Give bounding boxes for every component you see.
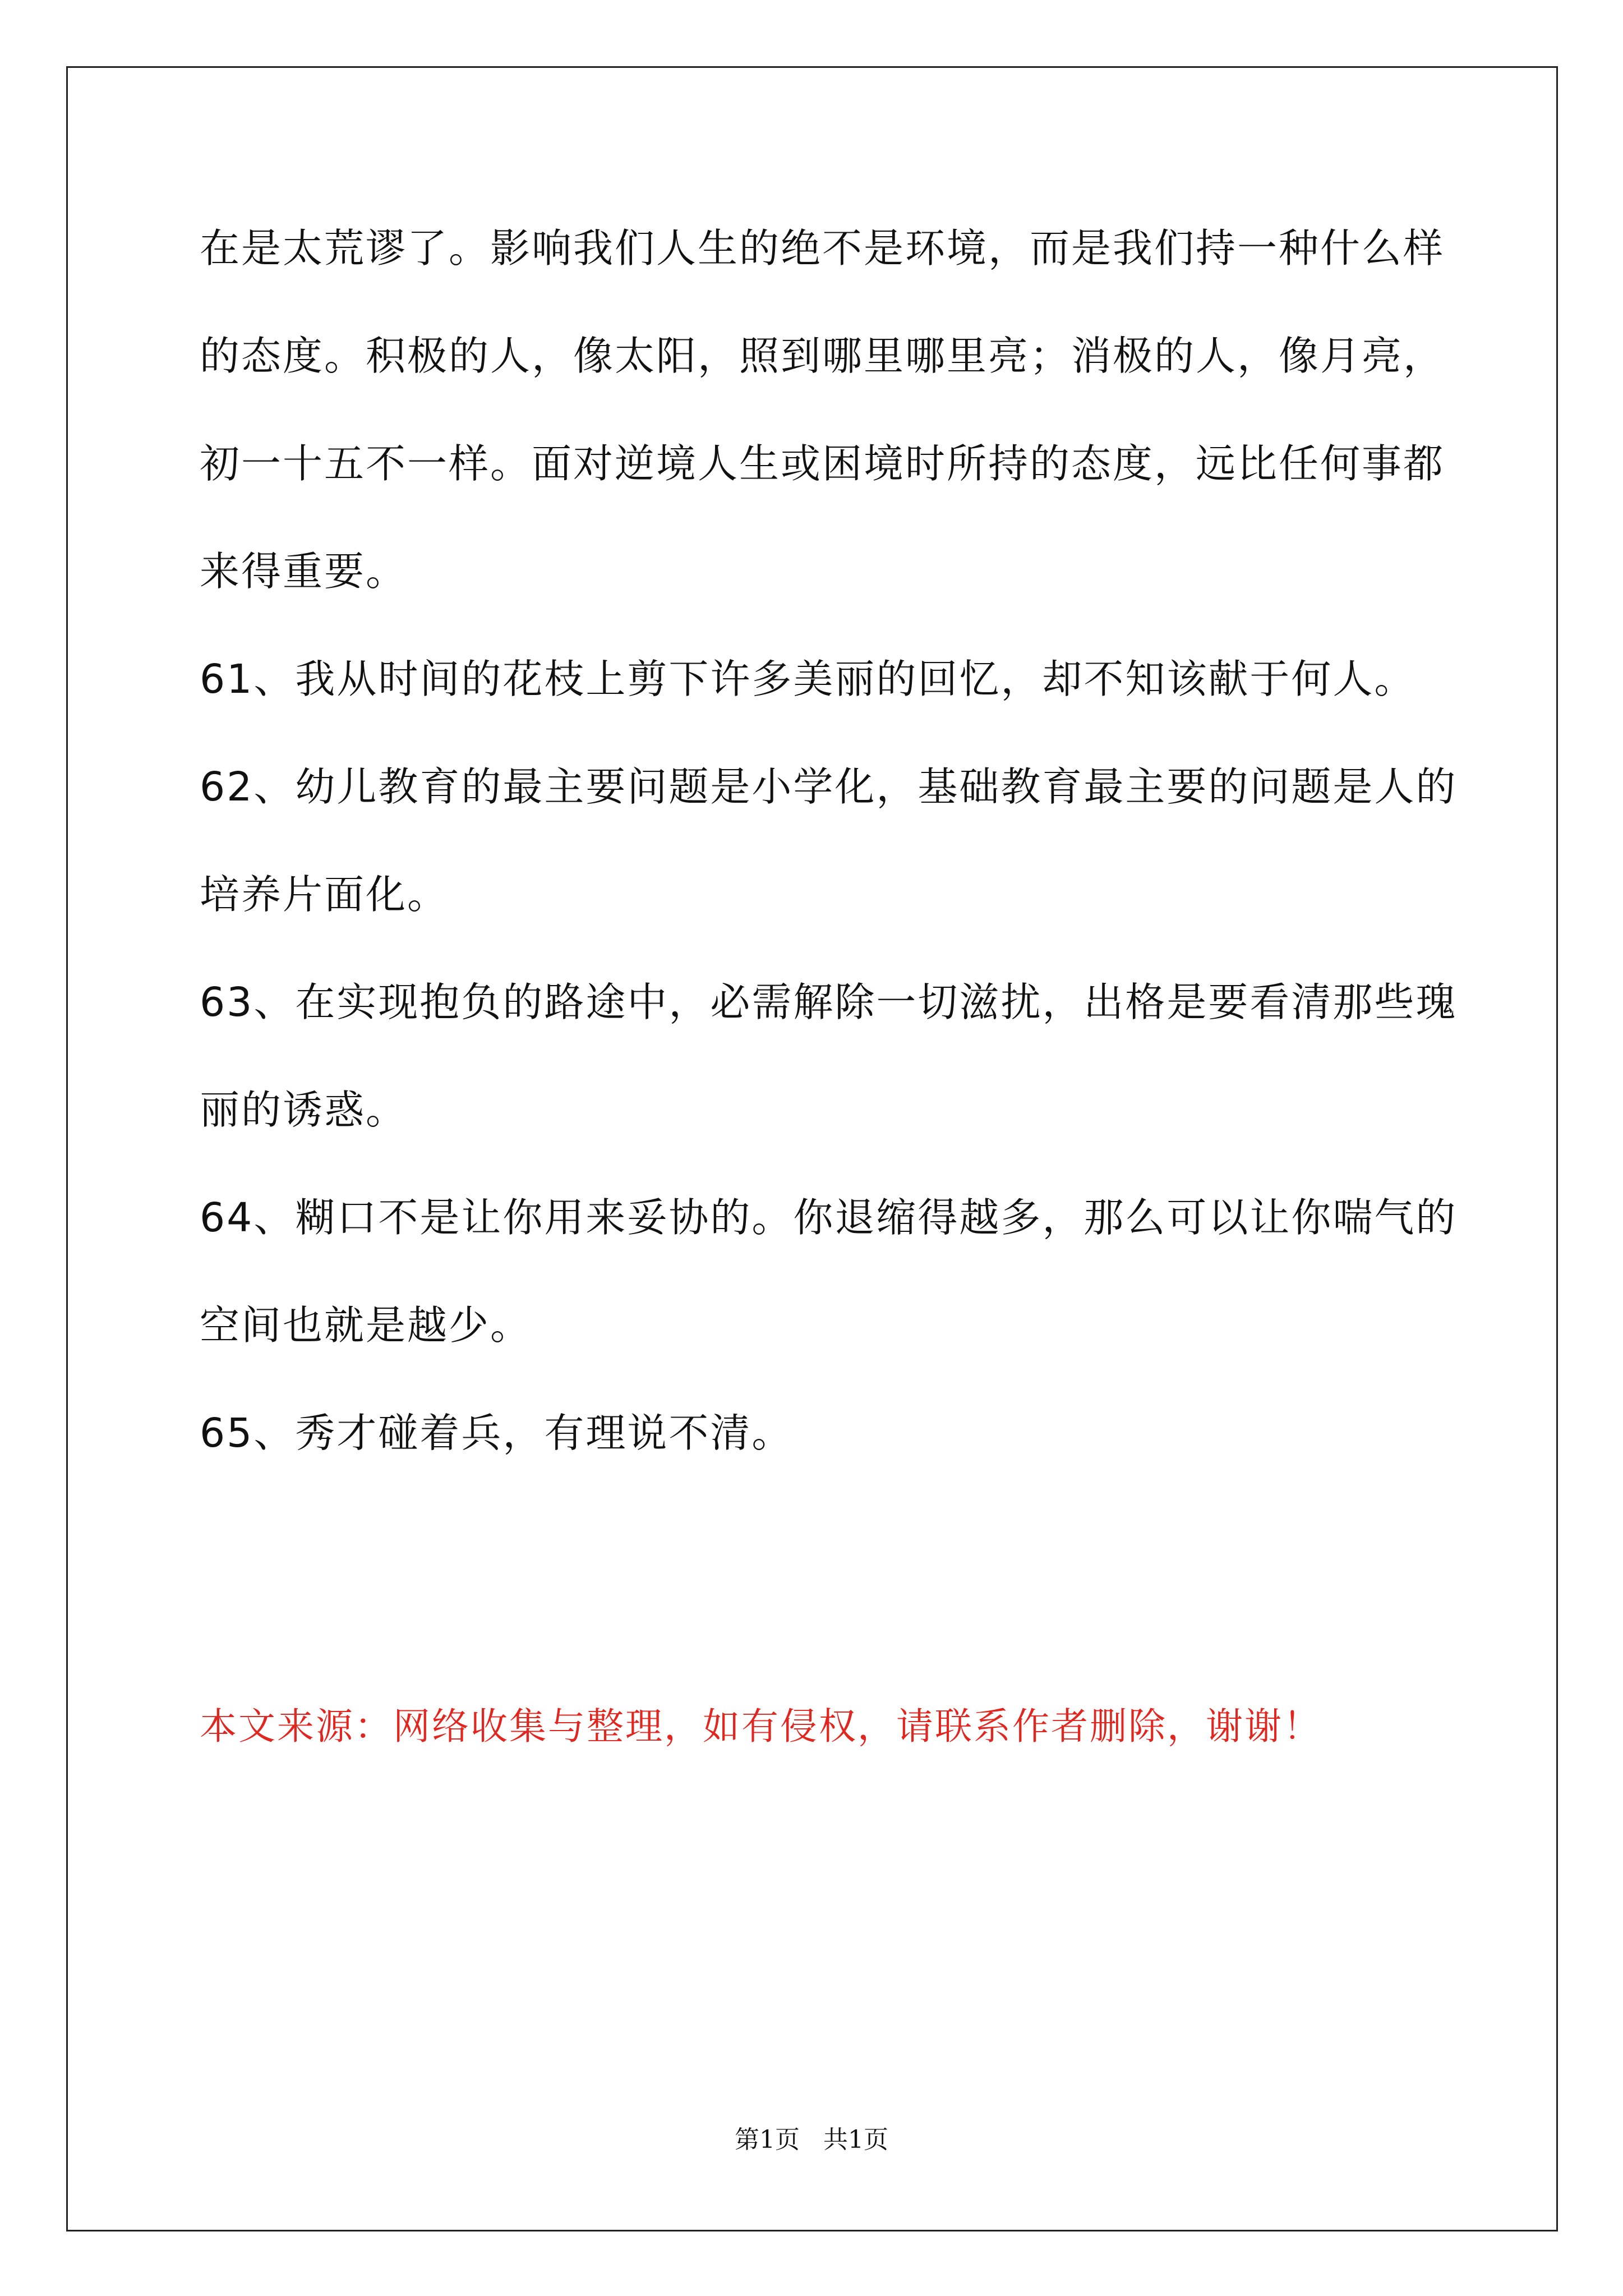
text-line: 的态度。积极的人，像太阳，照到哪里哪里亮；消极的人，像月亮， [200, 333, 1445, 379]
text-line: 初一十五不一样。面对逆境人生或困境时所持的态度，远比任何事都 [200, 440, 1445, 487]
quote-62: 62、幼儿教育的最主要问题是小学化，基础教育最主要的问题是人的 [200, 763, 1458, 810]
text-line: 来得重要。 [200, 548, 408, 595]
text-line: 在是太荒谬了。影响我们人生的绝不是环境，而是我们持一种什么样 [200, 225, 1445, 272]
text-line: 培养片面化。 [200, 871, 449, 918]
text-line: 丽的诱惑。 [200, 1087, 408, 1133]
quote-65: 65、秀才碰着兵，有理说不清。 [200, 1410, 794, 1456]
quote-61: 61、我从时间的花枝上剪下许多美丽的回忆，却不知该献于何人。 [200, 656, 1416, 702]
source-note: 本文来源：网络收集与整理，如有侵权，请联系作者删除，谢谢！ [200, 1705, 1322, 1748]
quote-63: 63、在实现抱负的路途中，必需解除一切滋扰，出格是要看清那些瑰 [200, 979, 1458, 1025]
text-line: 空间也就是越少。 [200, 1302, 532, 1349]
quote-64: 64、糊口不是让你用来妥协的。你退缩得越多，那么可以让你喘气的 [200, 1194, 1458, 1241]
page-number-footer: 第1页 共1页 [735, 2125, 888, 2154]
document-body [200, 222, 1458, 1514]
